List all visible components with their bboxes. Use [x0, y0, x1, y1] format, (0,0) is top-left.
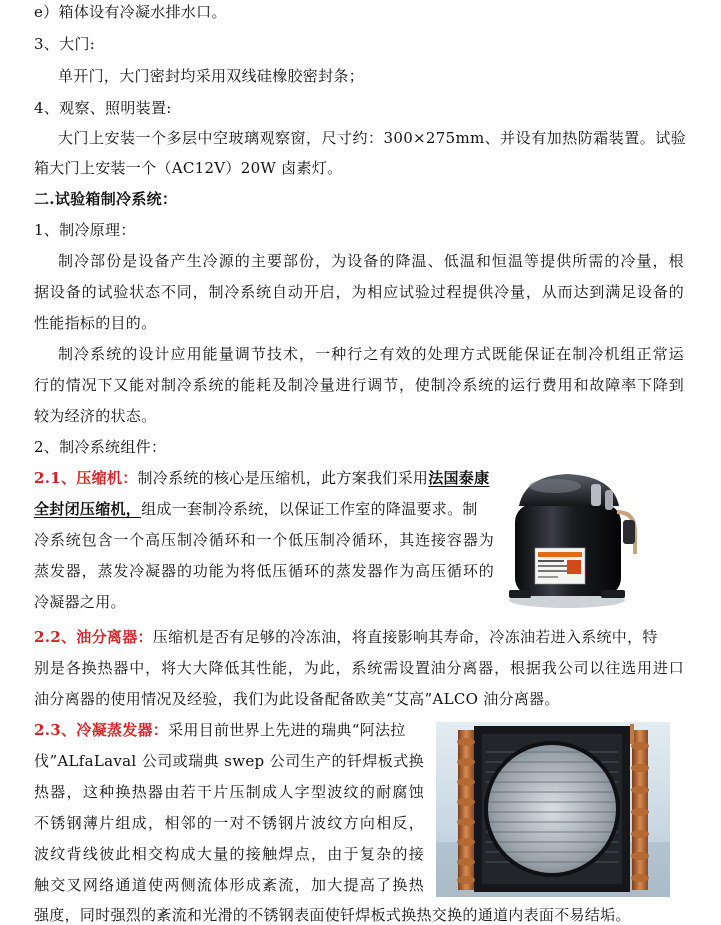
paragraph-text: 压缩机是否有足够的冷冻油，将直接影响其寿命，冷冻油若进入系统中，特: [152, 628, 658, 646]
paragraph-text: 组成一套制冷系统，以保证工作室的降温要求。制: [141, 500, 478, 518]
paragraph-line: 伐”ALfaLaval 公司或瑞典 swep 公司生产的钎焊板式换: [34, 752, 424, 770]
paragraph-line: 单开门，大门密封均采用双线硅橡胶密封条；: [58, 67, 365, 85]
compressor-photo: [505, 462, 639, 612]
paragraph-line-condenser: [34, 720, 406, 740]
paragraph-line: 强度，同时强烈的紊流和光滑的不锈钢表面使钎焊板式换热交换的通道内表面不易结垢。: [34, 906, 631, 924]
subheading-compressor: 2.1、压缩机：: [34, 469, 138, 487]
paragraph-text: 采用目前世界上先进的瑞典“阿法拉: [168, 721, 406, 739]
paragraph-line: 较为经济的状态。: [34, 407, 157, 425]
paragraph-line: 制冷部份是设备产生冷源的主要部份，为设备的降温、低温和恒温等提供所需的冷量，根: [58, 252, 684, 270]
paragraph-line: 性能指标的目的。: [34, 314, 157, 332]
paragraph-line: 冷凝器之用。: [34, 593, 126, 611]
section-heading-components: 2、制冷系统组件：: [34, 438, 167, 456]
paragraph-line: 不锈钢薄片组成，相邻的一对不锈钢片波纹方向相反，: [34, 814, 424, 832]
paragraph-line: [34, 499, 478, 519]
paragraph-line: 别是各换热器中，将大大降低其性能，为此，系统需设置油分离器，根据我公司以往选用进口: [34, 659, 684, 677]
paragraph-line: 制冷系统的设计应用能量调节技术，一种行之有效的处理方式既能保证在制冷机组正常运: [58, 345, 684, 363]
chapter-heading-refrigeration: 二.试验箱制冷系统：: [34, 190, 178, 208]
paragraph-line: 箱大门上安装一个（AC12V）20W 卤素灯。: [34, 159, 343, 177]
section-heading-observation: 4、观察、照明装置:: [34, 99, 172, 117]
paragraph-line: 蒸发器，蒸发冷凝器的功能为将低压循环的蒸发器作为高压循环的: [34, 562, 494, 580]
paragraph-line: 油分离器的使用情况及经验，我们为此设备配备欧美“艾高”ALCO 油分离器。: [34, 690, 560, 708]
paragraph-line: 行的情况下又能对制冷系统的能耗及制冷量进行调节，使制冷系统的运行费用和故障率下降到: [34, 376, 684, 394]
section-heading-door: 3、大门:: [34, 35, 96, 53]
paragraph-line-oil-separator: [34, 627, 658, 647]
paragraph-line: e）箱体设有冷凝水排水口。: [34, 3, 227, 21]
paragraph-line: 热器，这种换热器由若干片压制成人字型波纹的耐腐蚀: [34, 783, 424, 801]
brand-compressor-type: 全封闭压缩机，: [34, 500, 142, 518]
condenser-photo: [436, 722, 670, 897]
subheading-oil-separator: 2.2、油分离器：: [34, 628, 153, 646]
paragraph-line: 冷系统包含一个高压制冷循环和一个低压制冷循环，其连接容器为: [34, 531, 494, 549]
paragraph-line: 据设备的试验状态不同，制冷系统自动开启，为相应试验过程提供冷量，从而达到满足设备的: [34, 283, 684, 301]
subheading-condenser-evaporator: 2.3、冷凝蒸发器：: [34, 721, 169, 739]
section-heading-principle: 1、制冷原理：: [34, 221, 136, 239]
paragraph-line-compressor: [34, 468, 489, 488]
paragraph-text: 制冷系统的核心是压缩机，此方案我们采用: [137, 469, 429, 487]
paragraph-line: 波纹背线彼此相交构成大量的接触焊点，由于复杂的接: [34, 845, 424, 863]
paragraph-line: 大门上安装一个多层中空玻璃观察窗，尺寸约：300×275mm、并设有加热防霜装置。试验: [58, 129, 686, 147]
brand-tecumseh: 法国泰康: [428, 469, 490, 487]
paragraph-line: 触交叉网络通道使两侧流体形成紊流，加大提高了换热: [34, 876, 424, 894]
